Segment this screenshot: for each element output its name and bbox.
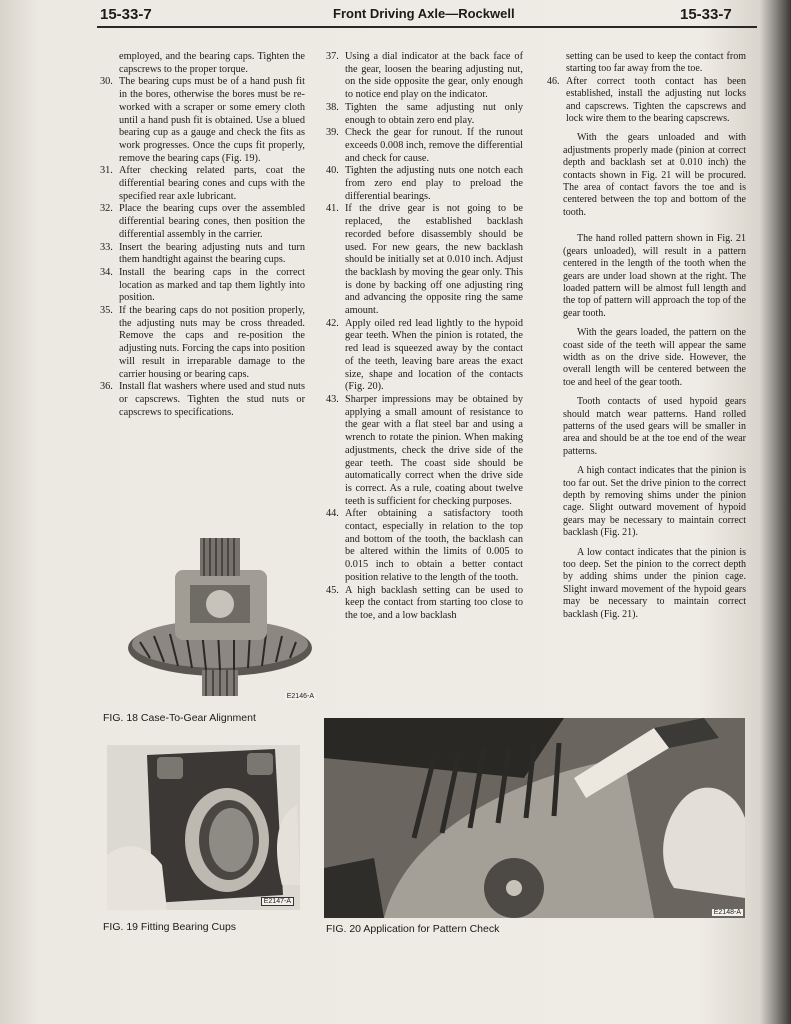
text-column-1 (100, 51, 305, 419)
figure-code: E2146-A (286, 693, 314, 700)
figure-19-caption: FIG. 19 Fitting Bearing Cups (103, 921, 237, 933)
continued-text: setting can be used to keep the contact from starting too far away from the toe. (566, 51, 746, 75)
figure-code: E2147-A (261, 897, 294, 906)
paragraph: A low contact indicates that the pinion is too deep. Set the pinion to the correct depth by adding shims under the pinion cage. Slight inward movement of the hypoid gears may be necessary to maintain correct backlash (Fig. 21). (563, 546, 746, 620)
figure-19-bearing-cup-photo (107, 745, 300, 910)
step-34: 34. Install the bearing caps in the correct location as marked and tap them lightly into position. (100, 266, 305, 304)
step-37: 37. Using a dial indicator at the back face of the gear, loosen the bearing adjusting nut, on the side opposite the gear, only enough to notice end play on the indicator. (326, 51, 523, 101)
figure-18-caption: FIG. 18 Case-To-Gear Alignment (103, 712, 256, 724)
step-35: 35. If the bearing caps do not position properly, the adjusting nuts may be cross threaded. Remove the caps and re-position the adjusting nuts. Forcing the caps into position will result in irreparable damage to the carrier housing or bearing caps. (100, 305, 305, 380)
figure-20-caption: FIG. 20 Application for Pattern Check (326, 923, 500, 935)
text-column-3 (547, 51, 746, 621)
header-rule (97, 26, 757, 28)
step-38: 38. Tighten the same adjusting nut only enough to obtain zero end play. (326, 101, 523, 126)
paragraph: A high contact indicates that the pinion is too far out. Set the drive pinion to the correct depth by removing shims under the pinion cage. Slight outward movement of hypoid gears may be necessary to maintain correct backlash (Fig. 21). (563, 465, 746, 539)
paragraph: With the gears unloaded and with adjustments properly made (pinion at correct depth and backlash set at 0.010 inch) the contacts shown in Fig. 21 will be procured. The area of contact favors the toe and is centered between the top and bottom of the tooth. (563, 132, 746, 218)
differential-gear-illustration (120, 530, 320, 702)
figure-code: E2148-A (713, 909, 741, 916)
step-41: 41. If the drive gear is not going to be replaced, the established backlash recorded before disassembly should be used. For new gears, the new backlash should be initially set at 0.010 inch. Adjust the backlash by moving the gear only. This is done by backing off one adjusting ring and advancing the opposite ring the same amount. (326, 203, 523, 317)
step-31: 31. After checking related parts, coat the differential bearing cones and cups with the specified rear axle lubricant. (100, 165, 305, 202)
red-lead-application-illustration (324, 718, 745, 918)
step-40: 40. Tighten the adjusting nuts one notch each from zero end play to preload the differential bearings. (326, 165, 523, 202)
step-30: 30. The bearing cups must be of a hand push fit in the bores, otherwise the bores must be re-worked with a scraper or some emery cloth until a hand push fit is obtained. Use a blued bearing cup as a gauge and check the fits as work progresses. Once the cups fit properly, remove the bearing caps (Fig. 19). (100, 76, 305, 164)
step-32: 32. Place the bearing cups over the assembled differential bearing cones, then position the differential assembly in the carrier. (100, 203, 305, 240)
page-number-right: 15-33-7 (680, 6, 732, 23)
continued-text: employed, and the bearing caps. Tighten the capscrews to the proper torque. (119, 51, 305, 75)
step-43: 43. Sharper impressions may be obtained by applying a small amount of resistance to the gear with a flat steel bar and using a wrench to rotate the pinion. When making adjustments, check the drive side of the gear teeth. The coast side should be automatically correct when the drive side is correct. As a rule, coating about twelve teeth is sufficient for checking purposes. (326, 393, 523, 507)
paragraph: Tooth contacts of used hypoid gears should match wear patterns. Hand rolled patterns of the used gears will be smaller in area and should be at the toe end of the wear patterns. (563, 396, 746, 457)
step-44: 44. After obtaining a satisfactory tooth contact, especially in relation to the top and bottom of the tooth, the backlash can be altered within the limits of 0.005 to 0.015 inch to obtain a better contact position relative to the length of the tooth. (326, 508, 523, 583)
paragraph: With the gears loaded, the pattern on the coast side of the teeth will appear the same width as on the drive side. However, the overall length will be centered between the toe and heel of the gear tooth. (563, 327, 746, 388)
bearing-cup-fitting-illustration (107, 745, 300, 910)
figure-18-differential-photo (120, 530, 320, 702)
step-42: 42. Apply oiled red lead lightly to the hypoid gear teeth. When the pinion is rotated, the red lead is squeezed away by the contact of the teeth, leaving bare areas the exact size, shape and location of the contacts (Fig. 20). (326, 317, 523, 393)
text-column-2 (326, 51, 523, 623)
step-36: 36. Install flat washers where used and stud nuts or capscrews. Tighten the stud nuts or capscrews to specifications. (100, 381, 305, 418)
step-33: 33. Insert the bearing adjusting nuts and turn them handtight against the bearing cups. (100, 241, 305, 266)
step-39: 39. Check the gear for runout. If the runout exceeds 0.008 inch, remove the differential and check for cause. (326, 127, 523, 164)
paragraph: The hand rolled pattern shown in Fig. 21 (gears unloaded), will result in a pattern centered in the length of the tooth when the gears are under load shown at the right. The loaded pattern will be almost full length and the top of pattern will approach the top of the gear tooth. (563, 233, 746, 319)
step-46: 46. After correct tooth contact has been established, install the adjusting nut locks and capscrews. Tighten the capscrews and lock wire them to the bearing capscrews. (547, 75, 746, 125)
page-number-left: 15-33-7 (100, 6, 152, 23)
step-45: 45. A high backlash setting can be used to keep the contact from starting too close to the toe, and a low backlash (326, 584, 523, 621)
figure-20-pattern-check-photo (324, 718, 745, 918)
section-title: Front Driving Axle—Rockwell (333, 6, 515, 21)
